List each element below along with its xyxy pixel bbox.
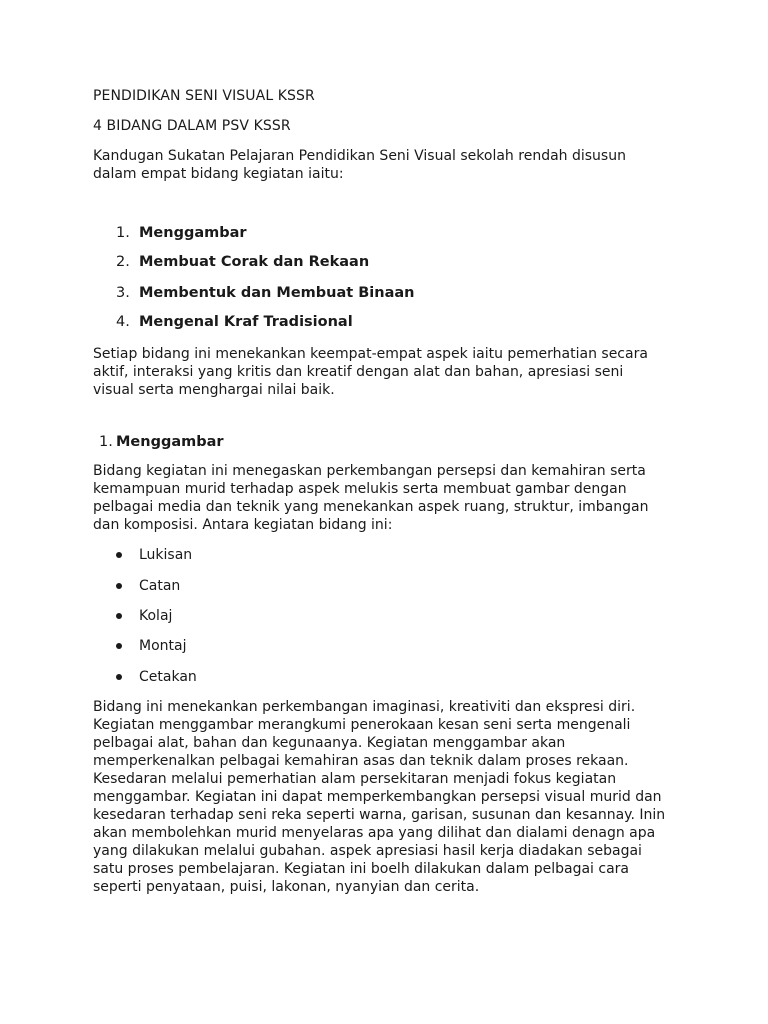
field-label: Membentuk dan Membuat Binaan: [139, 285, 415, 301]
intro-line: Kandugan Sukatan Pelajaran Pendidikan Seni Visual sekolah rendah disusun: [93, 148, 626, 164]
activity-label: Montaj: [139, 638, 187, 654]
document-subtitle: 4 BIDANG DALAM PSV KSSR: [93, 118, 291, 134]
bullet-icon: [116, 583, 122, 589]
bullet-icon: [116, 674, 122, 680]
list-number: 2.: [116, 254, 130, 270]
paragraph-line: memperkenalkan pelbagai kemahiran asas dan teknik dalam proses rekaan.: [93, 753, 629, 769]
paragraph-line: dan komposisi. Antara kegiatan bidang ini:: [93, 517, 393, 533]
field-label: Mengenal Kraf Tradisional: [139, 314, 353, 330]
field-label: Membuat Corak dan Rekaan: [139, 254, 370, 270]
activity-label: Catan: [139, 578, 181, 594]
section-number: 1.: [99, 434, 113, 450]
activity-label: Kolaj: [139, 608, 173, 624]
paragraph-line: Kesedaran melalui pemerhatian alam persekitaran menjadi fokus kegiatan: [93, 771, 617, 787]
aspects-line: visual serta menghargai nilai baik.: [93, 382, 335, 398]
paragraph-line: Kegiatan menggambar merangkumi penerokaan kesan seni serta mengenali: [93, 717, 631, 733]
paragraph-line: akan membolehkan murid menyelaras apa yang dilihat dan dialami denagn apa: [93, 825, 656, 841]
paragraph-line: yang dilakukan melalui gubahan. aspek apresiasi hasil kerja diadakan sebagai: [93, 843, 642, 859]
section-title: Menggambar: [116, 434, 224, 450]
bullet-icon: [116, 552, 122, 558]
activity-label: Lukisan: [139, 547, 193, 563]
list-number: 3.: [116, 285, 130, 301]
document-title: PENDIDIKAN SENI VISUAL KSSR: [93, 88, 315, 104]
bullet-icon: [116, 613, 122, 619]
paragraph-line: pelbagai alat, bahan dan kegunaanya. Kegiatan menggambar akan: [93, 735, 566, 751]
list-number: 1.: [116, 225, 130, 241]
intro-line: dalam empat bidang kegiatan iaitu:: [93, 166, 344, 182]
paragraph-line: kemampuan murid terhadap aspek melukis serta membuat gambar dengan: [93, 481, 627, 497]
paragraph-line: kesedaran terhadap seni reka seperti warna, garisan, susunan dan kesannay. Inin: [93, 807, 666, 823]
paragraph-line: Bidang kegiatan ini menegaskan perkembangan persepsi dan kemahiran serta: [93, 463, 646, 479]
paragraph-line: seperti penyataan, puisi, lakonan, nyanyian dan cerita.: [93, 879, 480, 895]
paragraph-line: Bidang ini menekankan perkembangan imaginasi, kreativiti dan ekspresi diri.: [93, 699, 636, 715]
aspects-line: Setiap bidang ini menekankan keempat-empat aspek iaitu pemerhatian secara: [93, 346, 648, 362]
bullet-icon: [116, 643, 122, 649]
aspects-line: aktif, interaksi yang kritis dan kreatif dengan alat dan bahan, apresiasi seni: [93, 364, 624, 380]
list-number: 4.: [116, 314, 130, 330]
paragraph-line: menggambar. Kegiatan ini dapat memperkembangkan persepsi visual murid dan: [93, 789, 662, 805]
paragraph-line: satu proses pembelajaran. Kegiatan ini boelh dilakukan dalam pelbagai cara: [93, 861, 629, 877]
activity-label: Cetakan: [139, 669, 197, 685]
field-label: Menggambar: [139, 225, 247, 241]
paragraph-line: pelbagai media dan teknik yang menekankan aspek ruang, struktur, imbangan: [93, 499, 649, 515]
